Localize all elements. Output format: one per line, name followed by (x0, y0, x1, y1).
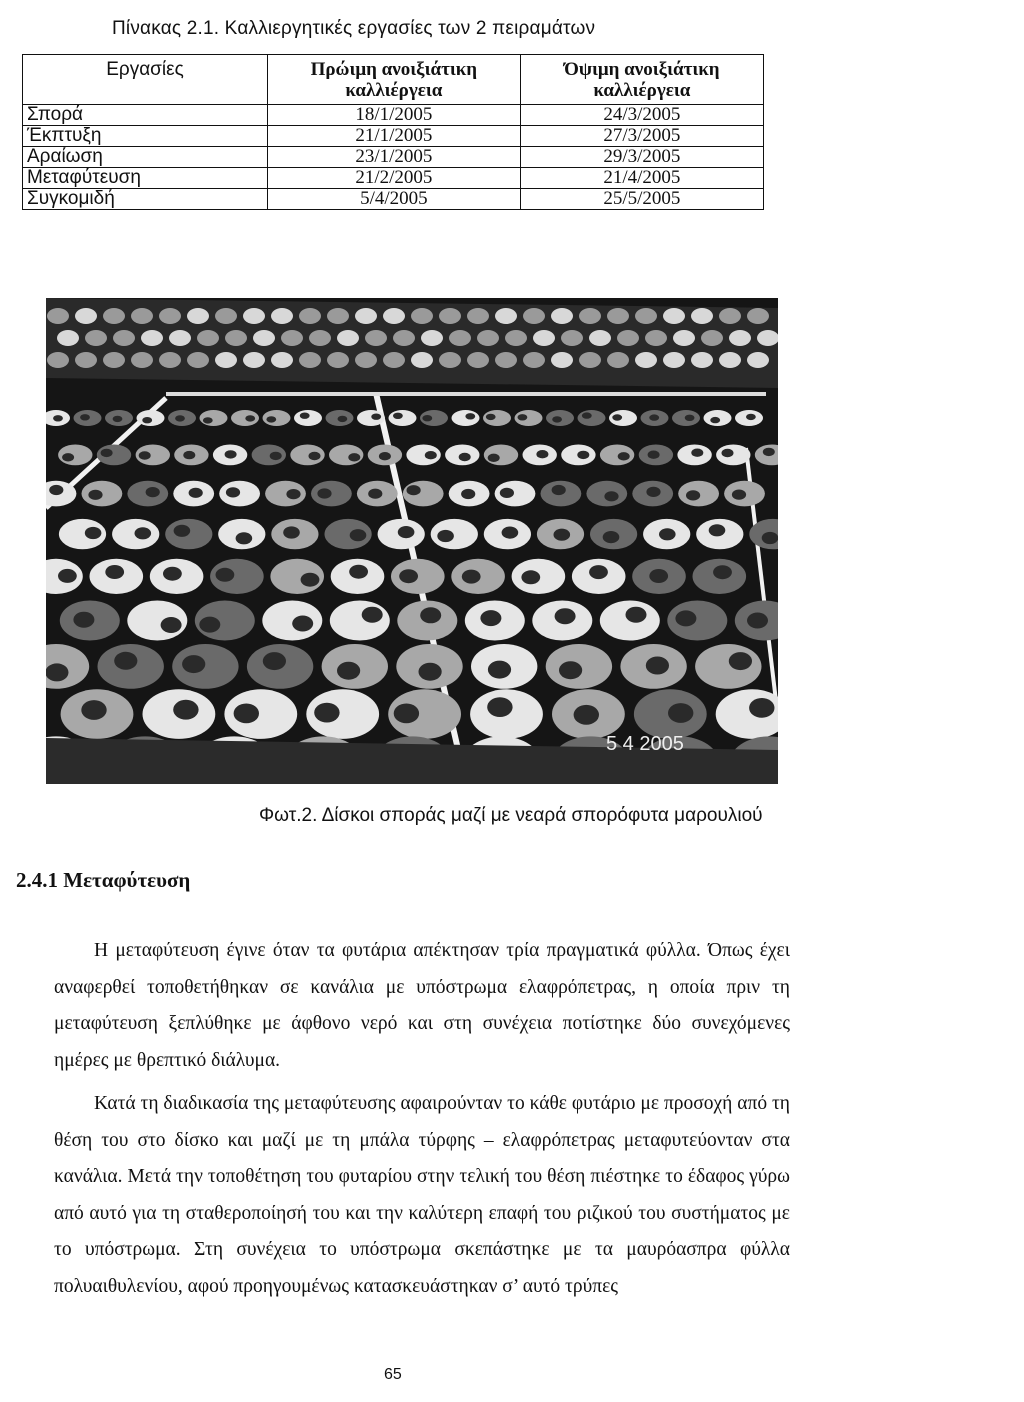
operations-table (22, 54, 764, 210)
header-early-spring: Πρώιμη ανοιξιάτικη καλλιέργεια (268, 55, 521, 105)
late-spring-date-cell: 29/3/2005 (520, 147, 763, 168)
table-row (23, 105, 764, 126)
table-header-row (23, 55, 764, 105)
section-heading: 2.4.1 Μεταφύτευση (16, 868, 191, 892)
late-spring-date-cell: 25/5/2005 (520, 189, 763, 210)
operation-name-cell: Συγκομιδή (23, 189, 268, 210)
table-row (23, 189, 764, 210)
table-row (23, 168, 764, 189)
photo-date-stamp: 5 4 2005 (606, 733, 684, 755)
early-spring-date-cell: 21/2/2005 (268, 168, 521, 189)
operation-name-cell: Σπορά (23, 105, 268, 126)
paragraph-2-text: Κατά τη διαδικασία της μεταφύτευσης αφαιρούνταν το κάθε φυτάριο με προσοχή από τη θέση του στο δίσκο και μαζί με τη μπάλα τύρφης – ελαφρόπετρας μεταφυτεύονταν στα κανάλια. Μετά την τοποθέτηση του φυταρίου στην τελική του θέση πιέστηκε το έδαφος γύρω από αυτό για τη σταθεροποίησή του και την καλύτερη επαφή του ριζικού του συστήματος με το υπόστρωμα. Στη συνέχεια το υπόστρωμα σκεπάστηκε με τα μαυρόασπρα φύλλα πολυαιθυλενίου, αφού προηγουμένως κατασκευάστηκαν σ’ αυτό τρύπες (54, 1093, 790, 1297)
paragraph-1-text: Η μεταφύτευση έγινε όταν τα φυτάρια απέκτησαν τρία πραγματικά φύλλα. Όπως έχει αναφερθεί τοποθετήθηκαν σε κανάλια με υπόστρωμα ελαφρόπετρας, η οποία πριν τη μεταφύτευση ξεπλύθηκε με άφθονο νερό και στη συνέχεια ποτίστηκε δύο συνεχόμενες ημέρες με θρεπτικό διάλυμα. (54, 940, 790, 1071)
late-spring-date-cell: 24/3/2005 (520, 105, 763, 126)
table-row (23, 126, 764, 147)
header-operations: Εργασίες (23, 55, 268, 105)
late-spring-date-cell: 27/3/2005 (520, 126, 763, 147)
late-spring-date-cell: 21/4/2005 (520, 168, 763, 189)
photo-caption: Φωτ.2. Δίσκοι σποράς μαζί με νεαρά σπορόφυτα μαρουλιού (259, 805, 763, 826)
early-spring-date-cell: 18/1/2005 (268, 105, 521, 126)
operation-name-cell: Μεταφύτευση (23, 168, 268, 189)
seedling-trays-photo (46, 298, 778, 784)
paragraph-1 (54, 933, 790, 1079)
early-spring-date-cell: 21/1/2005 (268, 126, 521, 147)
header-late-spring: Όψιμη ανοιξιάτικη καλλιέργεια (520, 55, 763, 105)
operation-name-cell: Αραίωση (23, 147, 268, 168)
operation-name-cell: Έκπτυξη (23, 126, 268, 147)
page-number: 65 (384, 1366, 402, 1383)
early-spring-date-cell: 23/1/2005 (268, 147, 521, 168)
table-body (23, 105, 764, 210)
photo-graphic (46, 298, 778, 784)
early-spring-date-cell: 5/4/2005 (268, 189, 521, 210)
table-row (23, 147, 764, 168)
table-caption: Πίνακας 2.1. Καλλιεργητικές εργασίες των 2 πειραμάτων (112, 18, 596, 39)
paragraph-2 (54, 1086, 790, 1305)
